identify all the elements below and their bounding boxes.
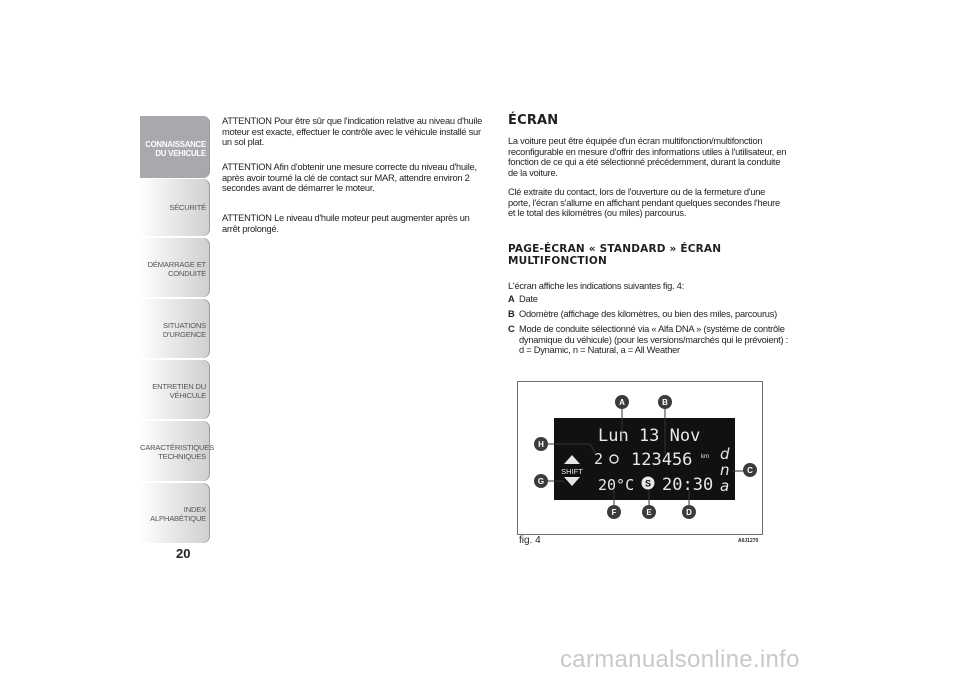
sidebar-tab-demarrage[interactable] <box>140 238 210 297</box>
attention-paragraph: ATTENTION Afin d'obtenir une mesure correcte du niveau d'huile, après avoir tourné la clé de contact sur MAR, attendre environ 2 secondes avant de démarrer le moteur. <box>222 162 477 194</box>
callout-f-label: F <box>611 508 617 517</box>
sidebar-tab-label: DÉMARRAGE ET CONDUITE <box>147 260 206 278</box>
list-marker: C <box>508 324 515 334</box>
sidebar-tab-index[interactable] <box>140 483 210 543</box>
callout-e-label: E <box>646 508 652 517</box>
s-badge-letter: S <box>644 478 652 489</box>
display-dna-a: a <box>720 477 730 495</box>
callout-g-label: G <box>537 477 545 486</box>
sidebar-tab-label: CARACTÉRISTIQUES TECHNIQUES <box>140 443 215 461</box>
intro-paragraph: Clé extraite du contact, lors de l'ouverture ou de la fermeture d'une porte, l'écran s'allume en affichant pendant quelques secondes l'heure et le total des kilomètres (ou miles) parcourus. <box>508 187 780 219</box>
sidebar-tab-label: ENTRETIEN DU VÉHICULE <box>152 382 206 400</box>
callout-c-label: C <box>747 466 753 475</box>
list-intro: L'écran affiche les indications suivantes fig. 4: <box>508 281 684 291</box>
display-time: 20:30 <box>662 475 714 495</box>
section-heading: ÉCRAN <box>508 113 559 128</box>
sidebar-tab-connaissance[interactable] <box>140 116 210 178</box>
display-odometer: 123456 <box>631 450 693 470</box>
display-gear: 2 <box>594 450 604 468</box>
figure-frame <box>517 381 763 535</box>
subsection-heading: PAGE-ÉCRAN « STANDARD » ÉCRAN MULTIFONCTION <box>508 243 722 267</box>
figure-code: A0J1270 <box>738 538 759 544</box>
sidebar-tab-label: SITUATIONS D'URGENCE <box>162 321 206 339</box>
list-text: Date <box>519 294 538 304</box>
list-marker: A <box>508 294 515 304</box>
display-temperature: 20°C <box>598 476 635 494</box>
list-item-a <box>508 294 790 305</box>
list-text: Mode de conduite sélectionné via « Alfa DNA » (système de contrôle dynamique du véhicule) (pour les versions/marchés qui le prévoient) : d = Dynamic, n = Natural, a = All Weather <box>519 324 789 356</box>
sidebar-tab-label: INDEX ALPHABÉTIQUE <box>150 505 206 523</box>
list-item-b <box>508 309 790 320</box>
callout-a-label: A <box>619 398 625 407</box>
attention-paragraph: ATTENTION Le niveau d'huile moteur peut augmenter après un arrêt prolongé. <box>222 213 470 234</box>
figure-caption: fig. 4 <box>519 535 541 546</box>
multifunction-display-illustration <box>518 382 762 534</box>
watermark: carmanualsonline.info <box>560 646 800 673</box>
display-date: Lun 13 Nov <box>598 426 701 446</box>
page-number: 20 <box>176 546 191 561</box>
sidebar-tab-label: SÉCURITÉ <box>169 203 206 212</box>
sidebar-tab-situations[interactable] <box>140 299 210 358</box>
callout-h-label: H <box>538 440 544 449</box>
callout-d-label: D <box>686 508 692 517</box>
display-dna-d: d <box>720 445 730 463</box>
display-dna-n: n <box>720 461 730 479</box>
list-marker: B <box>508 309 515 319</box>
display-unit: km <box>701 454 709 460</box>
attention-paragraph: ATTENTION Pour être sûr que l'indication relative au niveau d'huile moteur est exacte, effectuer le contrôle avec le véhicule installé sur un sol plat. <box>222 116 482 148</box>
list-item-c <box>508 324 790 356</box>
sidebar-tab-label: CONNAISSANCE DU VEHICULE <box>145 140 206 158</box>
sidebar-tab-caracteristiques[interactable] <box>140 421 215 481</box>
sidebar-tab-entretien[interactable] <box>140 360 210 419</box>
sidebar-tab-securite[interactable] <box>140 179 210 236</box>
intro-paragraph: La voiture peut être équipée d'un écran multifonction/multifonction reconfigurable en mesure d'offrir des informations utiles à l'utilisateur, en fonction de ce qui a été sélectionné précédemment, durant la conduite de la voiture. <box>508 136 787 178</box>
list-text: Odomètre (affichage des kilomètres, ou bien des miles, parcourus) <box>519 309 777 319</box>
shift-label: SHIFT <box>561 467 583 476</box>
callout-b-label: B <box>662 398 668 407</box>
